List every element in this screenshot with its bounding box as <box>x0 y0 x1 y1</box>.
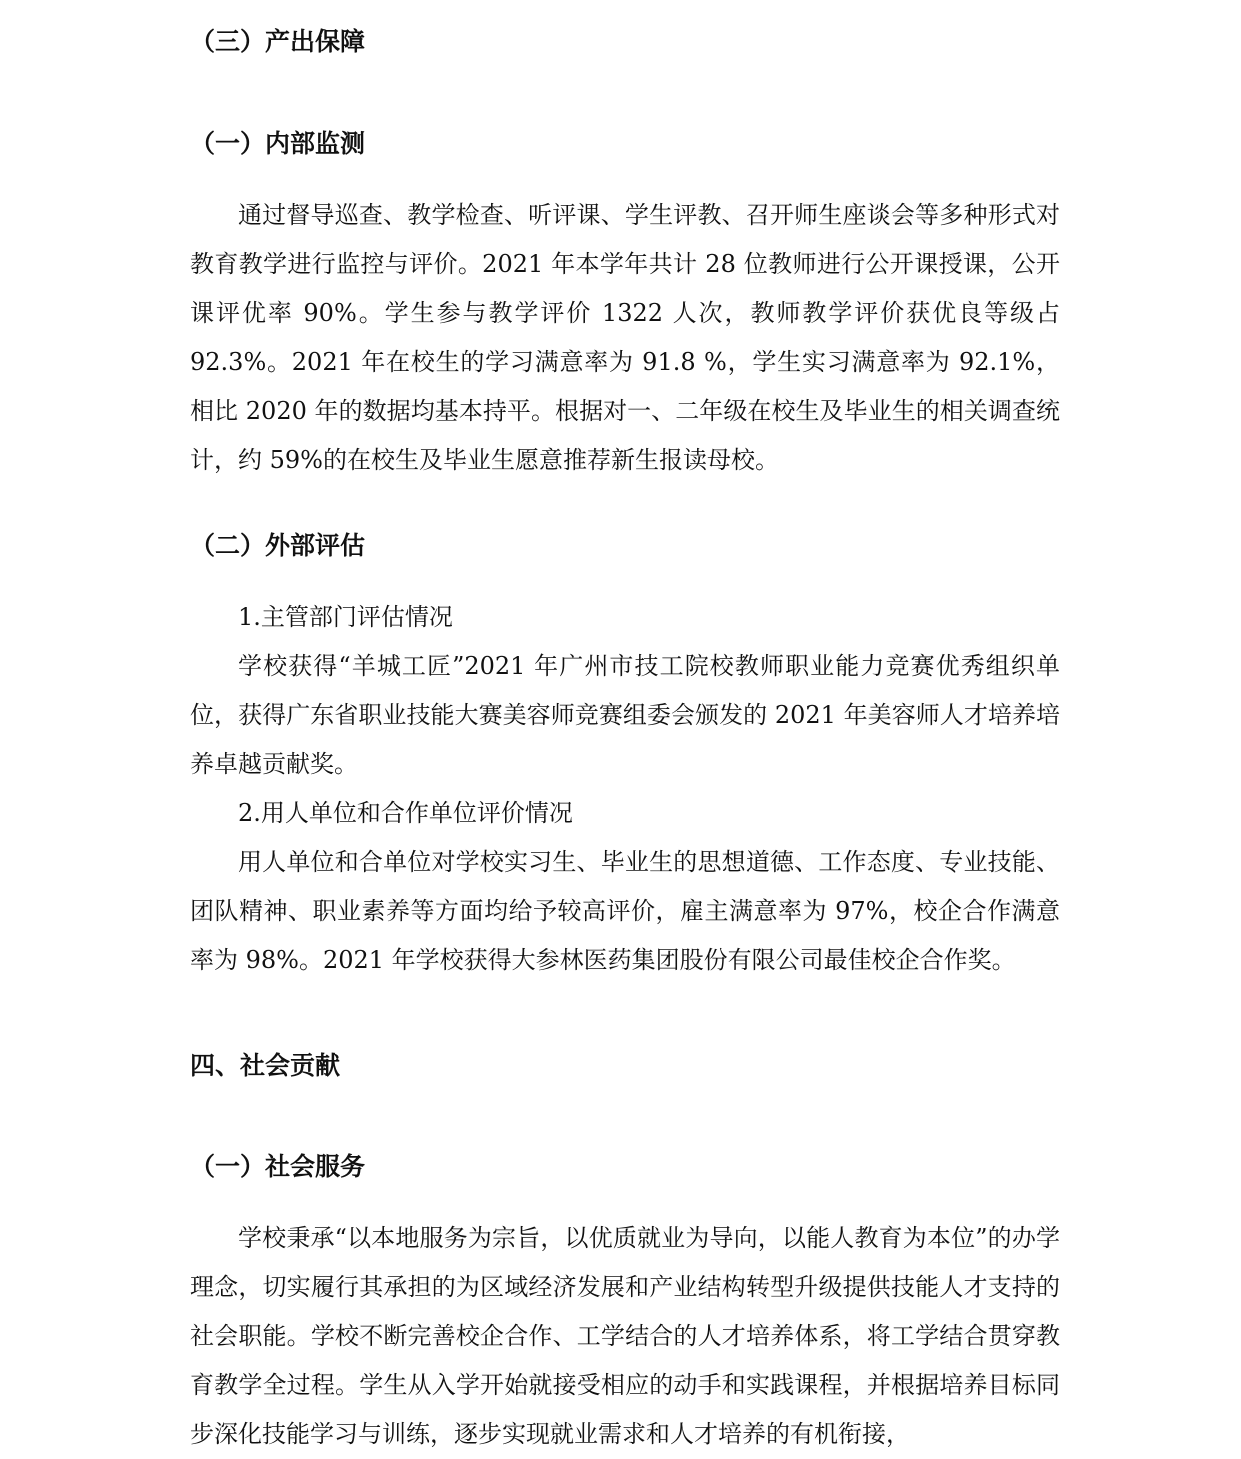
heading-social-service: （一）社会服务 <box>190 1152 366 1181</box>
heading-internal-monitoring: （一）内部监测 <box>190 129 366 158</box>
social-service-paragraph: 学校秉承“以本地服务为宗旨，以优质就业为导向，以能人教育为本位”的办学理念，切实履行其承担的为区域经济发展和产业结构转型升级提供技能人才支持的社会职能。学校不断完善校企合作、工学结合的人才培养体系，将工学结合贯穿教育教学全过程。学生从入学开始就接受相应的动手和实践课程，并根据培养目标同步深化技能学习与训练，逐步实现就业需求和人才培养的有机衔接， <box>190 1224 1060 1448</box>
external-item1-title: 1.主管部门评估情况 <box>238 603 453 631</box>
heading-social-contribution: 四、社会贡献 <box>190 1051 341 1080</box>
external-item1-text: 学校获得“羊城工匠”2021 年广州市技工院校教师职业能力竞赛优秀组织单位，获得广东省职业技能大赛美容师竞赛组委会颁发的 2021 年美容师人才培养培养卓越贡献奖。 <box>190 652 1060 778</box>
heading-output-guarantee: （三）产出保障 <box>190 27 366 56</box>
external-item2-text: 用人单位和合单位对学校实习生、毕业生的思想道德、工作态度、专业技能、团队精神、职业素养等方面均给予较高评价，雇主满意率为 97%，校企合作满意率为 98%。2021 年学校获得大参林医药集团股份有限公司最佳校企合作奖。 <box>190 848 1060 974</box>
heading-external-evaluation: （二）外部评估 <box>190 531 366 560</box>
internal-monitoring-paragraph: 通过督导巡查、教学检查、听评课、学生评教、召开师生座谈会等多种形式对教育教学进行监控与评价。2021 年本学年共计 28 位教师进行公开课授课，公开课评优率 90%。学生参与教学评价 1322 人次，教师教学评价获优良等级占 92.3%。2021 年在校生的学习满意率为 91.8 %，学生实习满意率为 92.1%，相比 2020 年的数据均基本持平。根据对一、二年级在校生及毕业生的相关调查统计，约 59%的在校生及毕业生愿意推荐新生报读母校。 <box>190 201 1060 474</box>
external-item2-title: 2.用人单位和合作单位评价情况 <box>238 799 573 827</box>
